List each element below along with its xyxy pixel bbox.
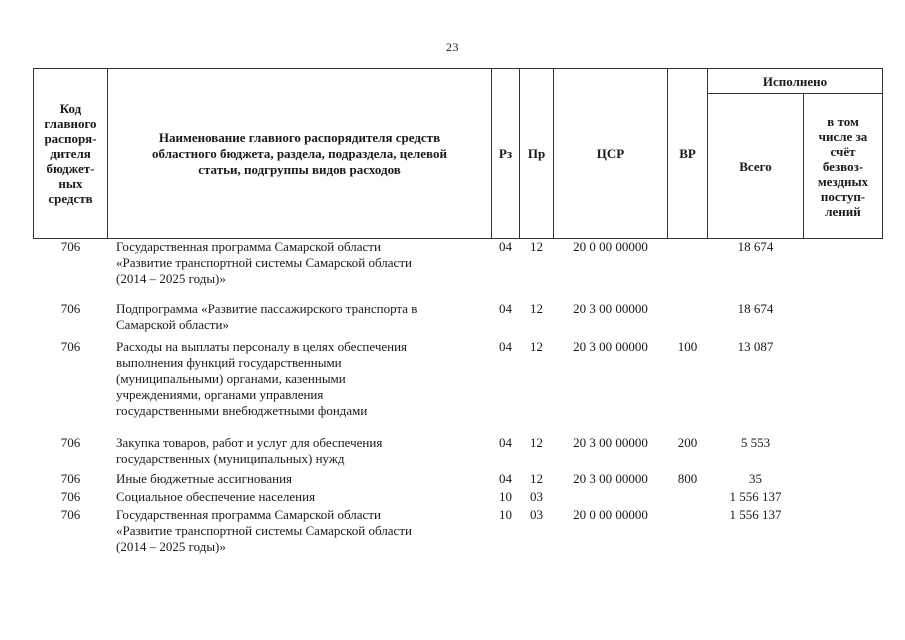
cell-total: 5 553 (740, 435, 771, 450)
cell-csr: 20 0 00 00000 (573, 239, 648, 254)
text-line: государственных (муниципальных) нужд (116, 451, 345, 466)
cell-total: 35 (749, 471, 762, 486)
cell-code: 706 (60, 507, 81, 522)
text-line: бюджет- (46, 161, 95, 176)
cell-vr (668, 239, 708, 302)
text-line: Государственная программа Самарской области (116, 239, 381, 254)
header-rz: Рз (492, 69, 520, 239)
cell-name (108, 489, 492, 507)
table-row (34, 489, 883, 507)
text-line: выполнения функций государственными (116, 355, 342, 370)
cell-pr: 12 (530, 239, 543, 254)
cell-pr: 12 (530, 435, 543, 450)
text-line: «Развитие транспортной системы Самарской области (116, 523, 412, 538)
cell-name (108, 507, 492, 555)
text-line: (2014 – 2025 годы)» (116, 539, 226, 554)
cell-name (108, 339, 492, 435)
text-line: Самарской области» (116, 317, 229, 332)
header-vr: ВР (668, 69, 708, 239)
text-line: Государственная программа Самарской области (116, 507, 381, 522)
cell-total: 1 556 137 (729, 489, 782, 504)
text-line: Подпрограмма «Развитие пассажирского транспорта в (116, 301, 418, 316)
cell-csr: 20 3 00 00000 (573, 471, 648, 486)
text-line: областного бюджета, раздела, подраздела, целевой (152, 145, 447, 161)
text-line: учреждениями, органами управления (116, 387, 324, 402)
header-executed: Исполнено (708, 69, 883, 94)
cell-vr (668, 507, 708, 555)
text-line: «Развитие транспортной системы Самарской области (116, 255, 412, 270)
cell-rz: 04 (499, 301, 512, 316)
text-line: Иные бюджетные ассигнования (116, 471, 293, 486)
cell-pr: 12 (530, 471, 543, 486)
cell-code: 706 (60, 435, 81, 450)
cell-pr: 12 (530, 339, 543, 354)
text-line: Наименование главного распорядителя средств (158, 129, 441, 145)
text-line: статьи, подгруппы видов расходов (198, 161, 401, 177)
cell-vr (668, 489, 708, 507)
text-line: Социальное обеспечение населения (116, 489, 316, 504)
cell-rz: 04 (499, 339, 512, 354)
text-line: лений (825, 203, 861, 219)
text-line: Расходы на выплаты персоналу в целях обеспечения (116, 339, 408, 354)
table-row (34, 301, 883, 339)
text-line: счёт (830, 143, 856, 159)
text-line: (2014 – 2025 годы)» (116, 271, 226, 286)
header-total: Всего (708, 94, 804, 239)
cell-csr: 20 3 00 00000 (573, 435, 648, 450)
text-line: безвоз- (822, 158, 864, 174)
cell-pr: 03 (530, 507, 543, 522)
cell-vr: 800 (677, 471, 698, 486)
cell-csr (554, 489, 668, 507)
table-header (34, 69, 883, 239)
cell-free (804, 301, 883, 339)
header-name (108, 69, 492, 239)
cell-vr: 200 (677, 435, 698, 450)
cell-total: 18 674 (737, 301, 774, 316)
cell-total: 1 556 137 (729, 507, 782, 522)
text-line: распоря- (44, 131, 97, 146)
table-body (34, 239, 883, 556)
cell-free (804, 435, 883, 471)
cell-name (108, 301, 492, 339)
cell-free (804, 339, 883, 435)
header-free (804, 94, 883, 239)
cell-csr: 20 3 00 00000 (573, 301, 648, 316)
cell-code: 706 (60, 471, 81, 486)
text-line: в том (827, 113, 859, 129)
cell-csr: 20 0 00 00000 (573, 507, 648, 522)
cell-rz: 04 (499, 239, 512, 254)
text-line: главного (44, 116, 97, 131)
cell-rz: 04 (499, 471, 512, 486)
cell-name (108, 471, 492, 489)
cell-code: 706 (60, 301, 81, 316)
cell-name (108, 239, 492, 302)
header-pr: Пр (520, 69, 554, 239)
text-line: Код (59, 101, 82, 116)
text-line: поступ- (820, 188, 866, 204)
cell-pr: 03 (530, 489, 543, 504)
text-line: (муниципальными) органами, казенными (116, 371, 346, 386)
text-line: дителя (50, 146, 91, 161)
cell-total: 13 087 (737, 339, 774, 354)
cell-name (108, 435, 492, 471)
cell-code: 706 (60, 489, 81, 504)
cell-total: 18 674 (737, 239, 774, 254)
cell-vr (668, 301, 708, 339)
text-line: средств (48, 191, 93, 206)
cell-csr: 20 3 00 00000 (573, 339, 648, 354)
cell-rz: 10 (499, 507, 512, 522)
text-line: мездных (817, 173, 869, 189)
budget-table (33, 68, 883, 555)
page-number: 23 (446, 40, 459, 54)
text-line: числе за (818, 128, 868, 144)
cell-free (804, 507, 883, 555)
table-row (34, 471, 883, 489)
cell-rz: 10 (499, 489, 512, 504)
cell-free (804, 471, 883, 489)
cell-code: 706 (60, 339, 81, 354)
table-row (34, 435, 883, 471)
table-row (34, 507, 883, 555)
text-line: Закупка товаров, работ и услуг для обеспечения (116, 435, 383, 450)
cell-free (804, 489, 883, 507)
table-row (34, 239, 883, 302)
text-line: государственными внебюджетными фондами (116, 403, 368, 418)
cell-vr: 100 (677, 339, 698, 354)
cell-free (804, 239, 883, 302)
text-line: ных (58, 176, 83, 191)
table-row (34, 339, 883, 435)
header-code (34, 69, 108, 239)
header-csr: ЦСР (554, 69, 668, 239)
cell-code: 706 (60, 239, 81, 254)
cell-pr: 12 (530, 301, 543, 316)
cell-rz: 04 (499, 435, 512, 450)
